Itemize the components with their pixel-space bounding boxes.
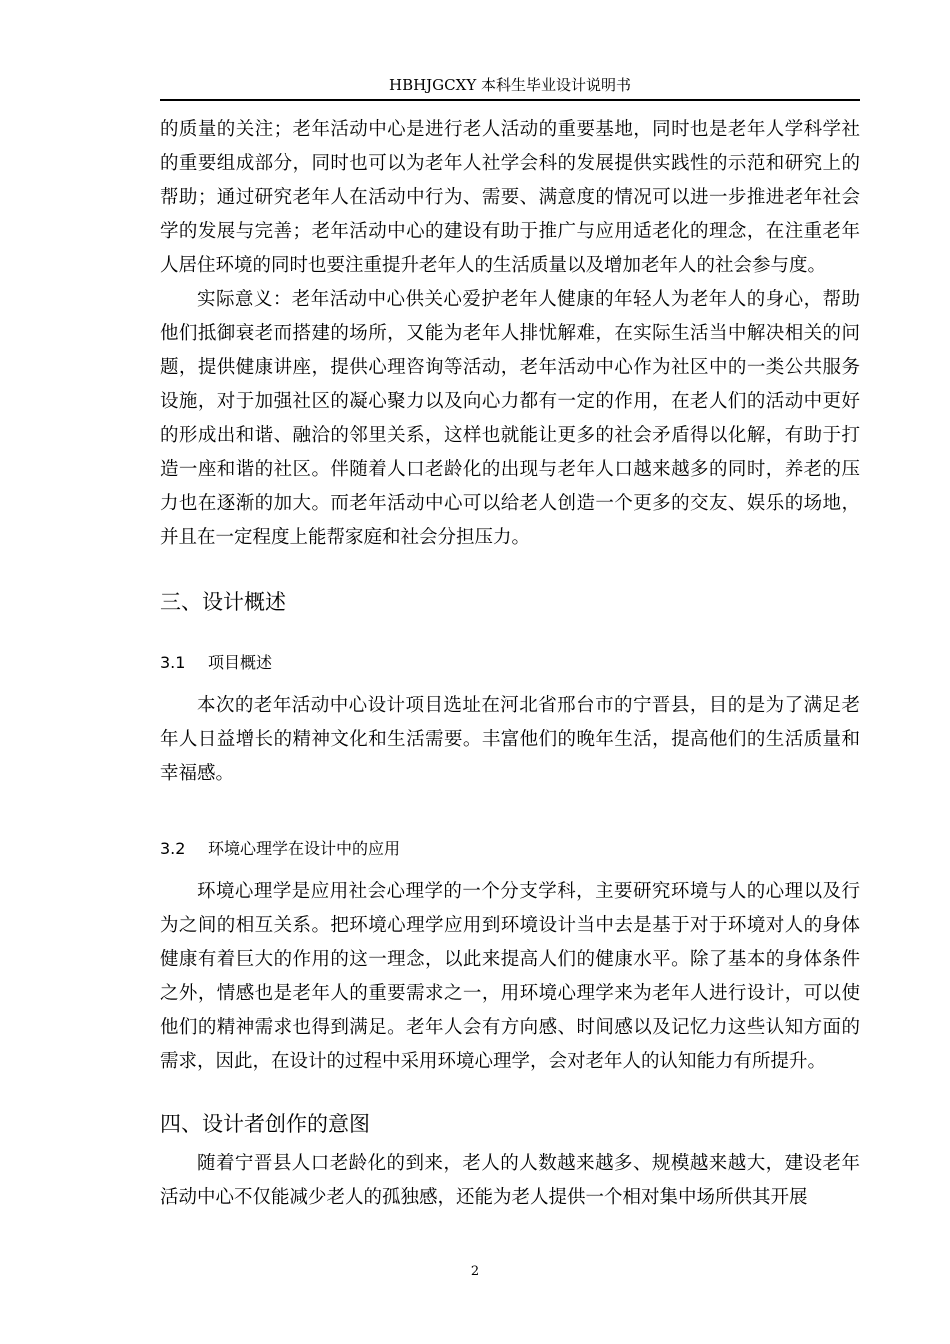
header-rule [160,99,860,101]
page-number: 2 [470,1264,480,1279]
paragraph-practical-significance: 实际意义：老年活动中心供关心爱护老年人健康的年轻人为老年人的身心，帮助他们抵御衰老而搭建的场所，又能为老年人排忧解难，在实际生活当中解决相关的问题，提供健康讲座，提供心理咨询等活动，老年活动中心作为社区中的一类公共服务设施，对于加强社区的凝心聚力以及向心力都有一定的作用，在老人们的活动中更好的形成出和谐、融洽的邻里关系，这样也就能让更多的社会矛盾得以化解，有助于打造一座和谐的社区。伴随着人口老龄化的出现与老年人口越来越多的同时，养老的压力也在逐渐的加大。而老年活动中心可以给老人创造一个更多的交友、娱乐的场地，并且在一定程度上能帮家庭和社会分担压力。 [160,289,860,548]
subsection-3-1-title: 项目概述 [208,653,273,672]
subsection-3-1-heading [160,651,860,675]
page-header: HBHJGCXY 本科生毕业设计说明书 [388,76,631,94]
section-3-heading: 三、设计概述 [160,590,286,614]
document-body [160,113,860,1215]
subsection-3-2-heading [160,837,860,861]
section-4-heading: 四、设计者创作的意图 [160,1112,370,1136]
paragraph-environmental-psychology: 环境心理学是应用社会心理学的一个分支学科，主要研究环境与人的心理以及行为之间的相互关系。把环境心理学应用到环境设计当中去是基于对于环境对人的身体健康有着巨大的作用的这一理念，以此来提高人们的健康水平。除了基本的身体条件之外，情感也是老年人的重要需求之一，用环境心理学来为老年人进行设计，可以使他们的精神需求也得到满足。老年人会有方向感、时间感以及记忆力这些认知方面的需求，因此，在设计的过程中采用环境心理学，会对老年人的认知能力有所提升。 [160,881,860,1072]
subsection-3-1-number: 3.1 [160,653,186,672]
paragraph-continuation: 的质量的关注；老年活动中心是进行老人活动的重要基地，同时也是老年人学科学社的重要组成部分，同时也可以为老年人社学会科的发展提供实践性的示范和研究上的帮助；通过研究老年人在活动中行为、需要、满意度的情况可以进一步推进老年社会学的发展与完善；老年活动中心的建设有助于推广与应用适老化的理念，在注重老年人居住环境的同时也要注重提升老年人的生活质量以及增加老年人的社会参与度。 [160,119,860,276]
subsection-3-2-title: 环境心理学在设计中的应用 [208,839,401,858]
subsection-3-2-number: 3.2 [160,839,186,858]
paragraph-design-intent: 随着宁晋县人口老龄化的到来，老人的人数越来越多、规模越来越大，建设老年活动中心不仅能减少老人的孤独感，还能为老人提供一个相对集中场所供其开展 [160,1153,860,1208]
paragraph-project-overview: 本次的老年活动中心设计项目选址在河北省邢台市的宁晋县，目的是为了满足老年人日益增长的精神文化和生活需要。丰富他们的晚年生活，提高他们的生活质量和幸福感。 [160,695,860,784]
